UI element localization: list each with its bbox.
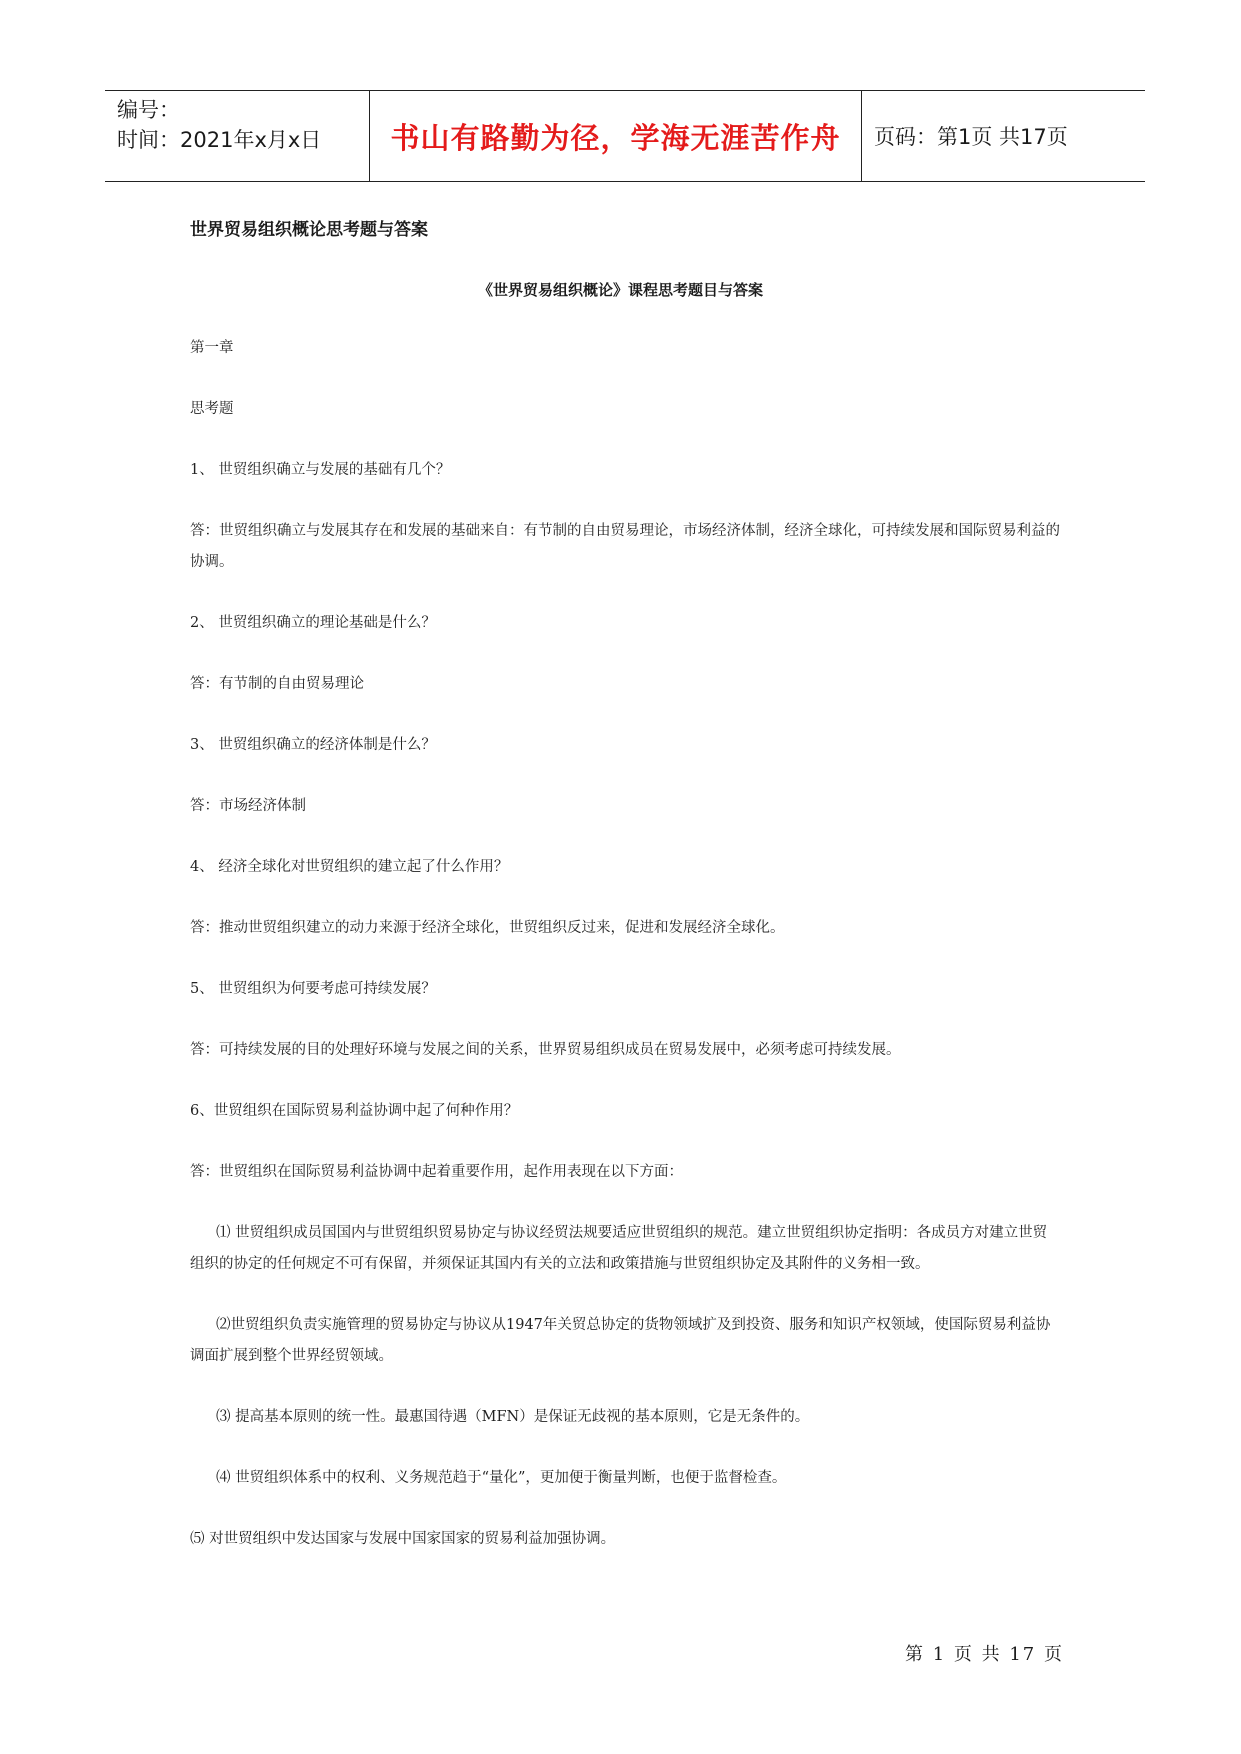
answer-6-point-1: ⑴ 世贸组织成员国国内与世贸组织贸易协定与协议经贸法规要适应世贸组织的规范。建立世贸组织协定指明：各成员方对建立世贸组织的协定的任何规定不可有保留，并须保证其国内有关的立法和政策措施与世贸组织协定及其附件的义务相一致。 xyxy=(190,1225,1048,1272)
question-6: 6、世贸组织在国际贸易利益协调中起了何种作用？ xyxy=(190,1103,519,1119)
question-2: 2、 世贸组织确立的理论基础是什么？ xyxy=(190,615,436,631)
answer-6-point-3: ⑶ 提高基本原则的统一性。最惠国待遇（MFN）是保证无歧视的基本原则，它是无条件的。 xyxy=(216,1409,810,1425)
header-page-cell xyxy=(862,91,1145,181)
time-label: 时间：2021年x月x日 xyxy=(117,128,322,152)
page-info: 页码：第1页 共17页 xyxy=(874,125,1068,149)
answer-6: 答：世贸组织在国际贸易利益协调中起着重要作用，起作用表现在以下方面： xyxy=(190,1164,683,1180)
answer-1: 答：世贸组织确立与发展其存在和发展的基础来自：有节制的自由贸易理论，市场经济体制，经济全球化，可持续发展和国际贸易利益的协调。 xyxy=(190,523,1060,570)
answer-6-point-4: ⑷ 世贸组织体系中的权利、义务规范趋于“量化”，更加便于衡量判断，也便于监督检查。 xyxy=(216,1470,787,1486)
motto-text: 书山有路勤为径，学海无涯苦作舟 xyxy=(390,120,841,155)
question-5: 5、 世贸组织为何要考虑可持续发展？ xyxy=(190,981,436,997)
header-table xyxy=(105,90,1145,182)
answer-4: 答：推动世贸组织建立的动力来源于经济全球化，世贸组织反过来，促进和发展经济全球化。 xyxy=(190,920,785,936)
question-3: 3、 世贸组织确立的经济体制是什么？ xyxy=(190,737,436,753)
header-left-cell xyxy=(105,91,370,181)
answer-3: 答：市场经济体制 xyxy=(190,798,306,814)
header-motto-cell xyxy=(370,91,862,181)
answer-6-point-5: ⑸ 对世贸组织中发达国家与发展中国家国家的贸易利益加强协调。 xyxy=(190,1531,616,1547)
answer-6-point-2: ⑵世贸组织负责实施管理的贸易协定与协议从1947年关贸总协定的货物领域扩及到投资、服务和知识产权领域，使国际贸易利益协调面扩展到整个世界经贸领域。 xyxy=(190,1317,1051,1364)
number-label: 编号： xyxy=(117,98,180,122)
page-footer: 第 1 页 共 17 页 xyxy=(905,1644,1064,1665)
question-4: 4、 经济全球化对世贸组织的建立起了什么作用？ xyxy=(190,859,509,875)
answer-5: 答：可持续发展的目的处理好环境与发展之间的关系，世界贸易组织成员在贸易发展中，必须考虑可持续发展。 xyxy=(190,1042,901,1058)
chapter-heading: 第一章 xyxy=(190,340,234,356)
question-1: 1、 世贸组织确立与发展的基础有几个？ xyxy=(190,462,451,478)
section-heading: 思考题 xyxy=(190,401,234,417)
document-subtitle: 《世界贸易组织概论》课程思考题目与答案 xyxy=(477,281,763,299)
document-title: 世界贸易组织概论思考题与答案 xyxy=(190,220,428,240)
answer-2: 答：有节制的自由贸易理论 xyxy=(190,676,364,692)
